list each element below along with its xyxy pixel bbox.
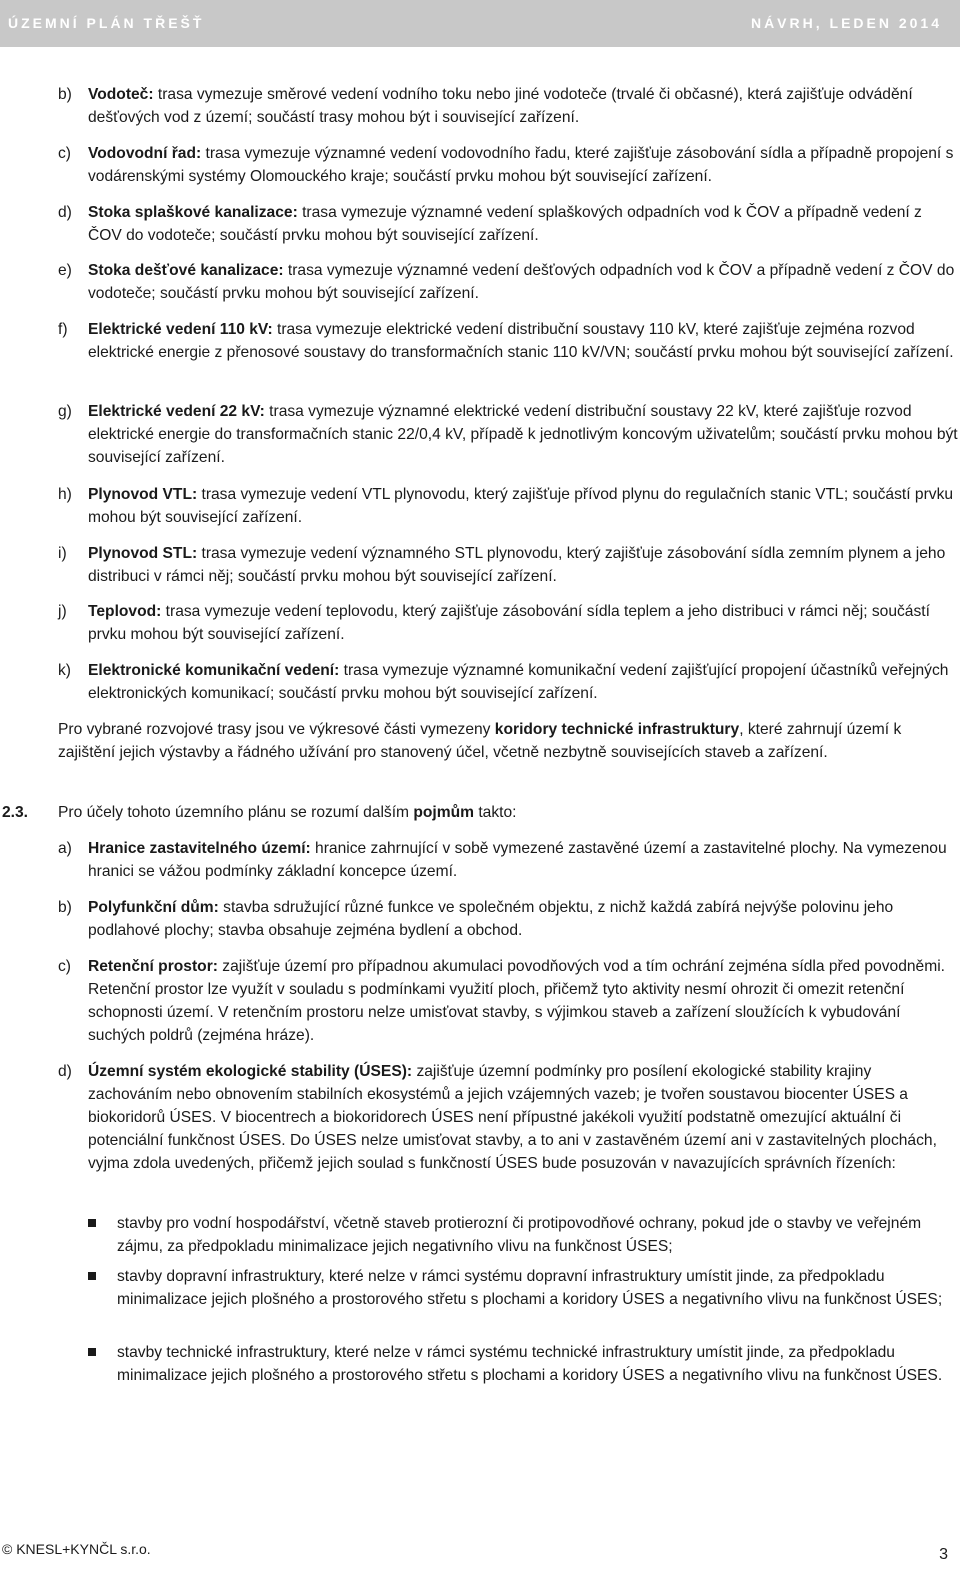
paragraph-term: koridory technické infrastruktury — [494, 721, 740, 738]
page-number: 3 — [939, 1546, 948, 1563]
item-text: zajišťuje územní podmínky pro posílení ekologické stability krajiny zachováním nebo obnovením stabilních ekosystémů a jejich vzájemných vazeb; je tvořen soustavou biocenter ÚSES a biokoridorů ÚSES. V biocentrech a biokoridorech ÚSES není přípustné jakékoli využití podstatně omezující aktuální či potenciální funkčnost ÚSES. Do ÚSES nelze umisťovat stavby, a to ani v zastavěném území ani v zastavitelných plochách, vyjma zdola uvedených, přičemž jejich soulad s funkčností ÚSES bude posuzován v navazujících správních řízeních: — [88, 1063, 937, 1172]
bullet-item — [88, 1341, 956, 1387]
item-term: Plynovod STL: — [88, 545, 198, 562]
item-marker: e) — [58, 262, 72, 279]
list-item — [58, 659, 958, 705]
item-marker: j) — [58, 603, 67, 620]
definition-item — [58, 837, 958, 883]
square-bullet-icon — [88, 1348, 96, 1356]
item-marker: b) — [58, 899, 72, 916]
paragraph-text: , které zahrnují území k zajištění jejich výstavby a řádného užívání pro stanovený účel, včetně nezbytně souvisejících staveb a zařízení. — [58, 721, 902, 761]
item-text: trasa vymezuje elektrické vedení distribuční soustavy 110 kV, které zajišťuje zejména rozvod elektrické energie z přenosové soustavy do transformačních stanic 110 kV/VN; součástí prvku mohou být související zařízení. — [88, 321, 954, 361]
item-text: trasa vymezuje významné elektrické vedení distribuční soustavy 22 kV, které zajišťuje rozvod elektrické energie do transformačních stanic 22/0,4 kV, případě k jednotlivým koncovým uživatelům; součástí prvku mohou být související zařízení. — [88, 403, 958, 466]
list-item — [58, 600, 958, 646]
item-marker: i) — [58, 545, 67, 562]
item-term: Polyfunkční dům: — [88, 899, 219, 916]
item-text: stavba sdružující různé funkce ve společném objektu, z nichž každá zabírá nejvýše polovinu jeho podlahové plochy; stavba obsahuje zejména bydlení a obchod. — [88, 899, 894, 939]
square-bullet-icon — [88, 1219, 96, 1227]
definition-item — [58, 1060, 958, 1175]
item-term: Retenční prostor: — [88, 958, 218, 975]
item-term: Elektrické vedení 22 kV: — [88, 403, 265, 420]
item-marker: g) — [58, 403, 72, 420]
item-marker: k) — [58, 662, 71, 679]
list-item — [58, 318, 958, 364]
list-item — [58, 83, 958, 129]
item-text: trasa vymezuje vedení VTL plynovodu, který zajišťuje přívod plynu do regulačních stanic VTL; součástí prvku mohou být související zařízení. — [88, 486, 954, 526]
item-term: Vodoteč: — [88, 86, 154, 103]
item-text: trasa vymezuje směrové vedení vodního toku nebo jiné vodoteče (trvalé či občasné), která zajišťuje odvádění dešťových vod z území; součástí trasy mohou být i související zařízení. — [88, 86, 913, 126]
item-text: hranice zahrnující v sobě vymezené zastavěné území a zastavitelné plochy. Na vymezenou hranici se vážou podmínky základní koncepce území. — [88, 840, 947, 880]
item-term: Územní systém ekologické stability (ÚSES): — [88, 1063, 413, 1080]
section-intro — [58, 801, 958, 824]
list-item — [58, 542, 958, 588]
header-draft-date: NÁVRH, LEDEN 2014 — [750, 15, 942, 31]
definition-item — [58, 955, 958, 1047]
definition-item — [58, 896, 958, 942]
page-header — [0, 0, 960, 47]
item-text: trasa vymezuje významné komunikační vedení zajišťující propojení účastníků veřejných elektronických komunikací; součástí prvku mohou být související zařízení. — [88, 662, 949, 702]
item-text: zajišťuje území pro případnou akumulaci povodňových vod a tím ochrání zejména sídla před povodněmi. Retenční prostor lze využít v souladu s podmínkami využití ploch, přičemž tyto aktivity nesmí ohrozit či omezit retenční schopnosti území. V retenčním prostoru nelze umisťovat stavby, s výjimkou staveb a zařízení sloužících k vybudování suchých poldrů (zejména hráze). — [88, 958, 945, 1044]
bullet-text: stavby technické infrastruktury, které nelze v rámci systému technické infrastruktury umístit jinde, za předpokladu minimalizace jejich plošného a prostorového střetu s plochami a koridory ÚSES a negativního vlivu na funkčnost ÚSES. — [117, 1344, 943, 1384]
list-item — [58, 201, 958, 247]
section-term: pojmům — [413, 804, 475, 821]
item-marker: c) — [58, 145, 71, 162]
item-text: trasa vymezuje významné vedení splaškových odpadních vod k ČOV a případně vedení z ČOV do vodoteče; součástí prvku mohou být související zařízení. — [88, 204, 922, 244]
item-marker: f) — [58, 321, 68, 338]
item-marker: d) — [58, 1063, 72, 1080]
header-document-title: ÚZEMNÍ PLÁN TŘEŠŤ — [8, 15, 205, 31]
item-marker: b) — [58, 86, 72, 103]
item-term: Vodovodní řad: — [88, 145, 202, 162]
bullet-item — [88, 1212, 956, 1258]
item-text: trasa vymezuje významné vedení dešťových odpadních vod k ČOV a případně vedení z ČOV do vodoteče; součástí prvku mohou být související zařízení. — [88, 262, 955, 302]
item-text: trasa vymezuje významné vedení vodovodního řadu, které zajišťuje zásobování sídla a případně propojení s vodárenskými systémy Olomouckého kraje; součástí prvku mohou být související zařízení. — [88, 145, 954, 185]
bullet-text: stavby pro vodní hospodářství, včetně staveb protierozní či protipovodňové ochrany, pokud jde o stavby ve veřejném zájmu, za předpokladu minimalizace jejich negativního vlivu na funkčnost ÚSES; — [117, 1215, 922, 1255]
item-term: Plynovod VTL: — [88, 486, 198, 503]
list-item — [58, 142, 958, 188]
section-text: takto: — [474, 804, 517, 821]
section-text: Pro účely tohoto územního plánu se rozumí dalším — [58, 804, 414, 821]
item-marker: c) — [58, 958, 71, 975]
list-item — [58, 483, 958, 529]
list-item — [58, 400, 958, 469]
paragraph-text: Pro vybrané rozvojové trasy jsou ve výkresové části vymezeny — [58, 721, 495, 738]
item-term: Teplovod: — [88, 603, 162, 620]
footer-copyright: © KNESL+KYNČL s.r.o. — [2, 1541, 151, 1557]
item-term: Elektrické vedení 110 kV: — [88, 321, 273, 338]
item-marker: h) — [58, 486, 72, 503]
item-term: Elektronické komunikační vedení: — [88, 662, 340, 679]
section-number: 2.3. — [2, 804, 29, 821]
list-item — [58, 259, 958, 305]
infrastructure-corridors-paragraph — [58, 718, 958, 764]
item-marker: d) — [58, 204, 72, 221]
bullet-text: stavby dopravní infrastruktury, které nelze v rámci systému dopravní infrastruktury umístit jinde, za předpokladu minimalizace jejich plošného a prostorového střetu s plochami a koridory ÚSES a negativního vlivu na funkčnost ÚSES; — [117, 1268, 943, 1308]
item-term: Hranice zastavitelného území: — [88, 840, 311, 857]
item-term: Stoka dešťové kanalizace: — [88, 262, 284, 279]
item-term: Stoka splaškové kanalizace: — [88, 204, 298, 221]
square-bullet-icon — [88, 1272, 96, 1280]
bullet-item — [88, 1265, 956, 1311]
item-marker: a) — [58, 840, 72, 857]
item-text: trasa vymezuje vedení významného STL plynovodu, který zajišťuje zásobování sídla zemním plynem a jeho distribuci v rámci něj; součástí prvku mohou být související zařízení. — [88, 545, 946, 585]
item-text: trasa vymezuje vedení teplovodu, který zajišťuje zásobování sídla teplem a jeho distribuci v rámci něj; součástí prvku mohou být související zařízení. — [88, 603, 930, 643]
